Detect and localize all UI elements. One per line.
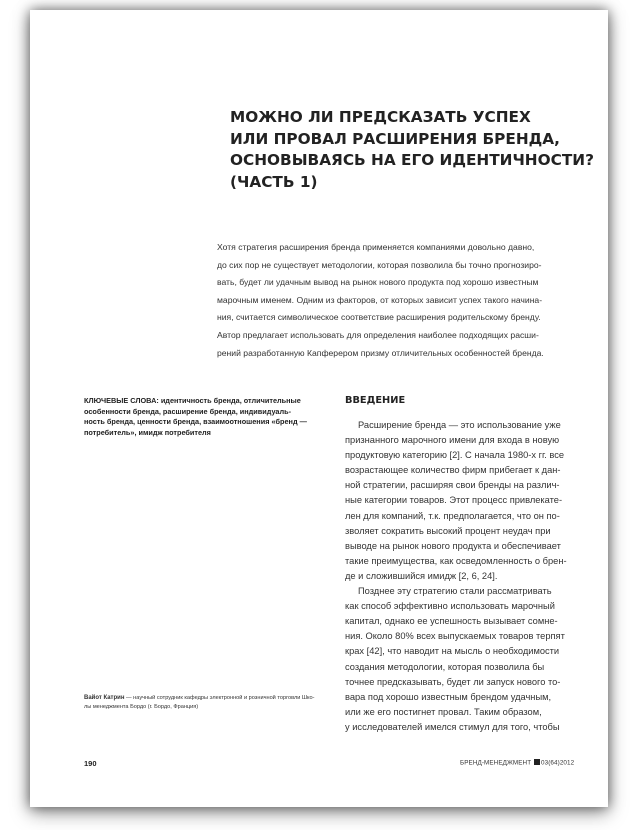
body-line: признанного марочного имени для входа в новую (345, 435, 560, 446)
journal-page (30, 10, 608, 807)
body-line: продуктовую категорию [2]. С начала 1980-х гг. все (345, 450, 565, 461)
journal-issue: 03(64)2012 (541, 759, 575, 767)
body-line: Позднее эту стратегию стали рассматривать (358, 586, 552, 597)
title-line: ИЛИ ПРОВАЛ РАСШИРЕНИЯ БРЕНДА, (230, 129, 560, 148)
body-line: точнее предсказывать, будет ли запуск нового то- (345, 676, 561, 687)
body-line: крах [42], что наводит на мысль о необходимости (345, 646, 560, 657)
body-line: де и сложившийся имидж [2, 6, 24]. (345, 570, 498, 581)
abstract-line: вать, будет ли удачным вывод на рынок нового продукта под хорошо известным (217, 277, 539, 288)
square-bullet-icon (534, 759, 540, 765)
body-line: зволяет сократить высокий процент неудач при (345, 525, 551, 536)
body-line: возрастающее количество фирм прибегает к дан- (345, 465, 561, 476)
keywords (84, 396, 334, 438)
body-line: капитал, однако ее успешность вызывает сомне- (345, 616, 558, 627)
body-line: у исследователей имелся стимул для того, чтобы (345, 721, 560, 732)
body-line: или же его постигнет провал. Таким образом, (345, 706, 542, 717)
author-desc: лы менеджмента Бордо (г. Бордо, Франция) (84, 704, 199, 710)
article-title (230, 107, 600, 193)
keywords-line: КЛЮЧЕВЫЕ СЛОВА: идентичность бренда, отличительные (84, 396, 301, 405)
author-desc: — научный сотрудник кафедры электронной и розничной торговли Шко- (126, 695, 315, 701)
abstract (217, 239, 588, 362)
abstract-line: рений разработанную Капферером призму отличительных особенностей бренда. (217, 347, 544, 358)
body-line: такие преимущества, как осведомленность о брен- (345, 555, 567, 566)
body-line: ния. Около 80% всех выпускаемых товаров терпят (345, 631, 565, 642)
author-note (84, 694, 344, 712)
body-line: Расширение бренда — это использование уже (358, 420, 561, 430)
body-line: лен для компаний, т.к. предполагается, что он по- (345, 510, 560, 521)
abstract-line: Хотя стратегия расширения бренда применяется компаниями довольно давно, (217, 242, 535, 252)
author-name: Вайот Катрин (84, 695, 125, 701)
journal-name: БРЕНД-МЕНЕДЖМЕНТ (460, 759, 532, 767)
section-title: ВВЕДЕНИЕ (345, 395, 406, 406)
journal-footer (460, 759, 574, 767)
body-line: ной стратегии, расширяя свои бренды на различ- (345, 480, 560, 491)
keywords-line: особенности бренда, расширение бренда, индивидуаль- (84, 406, 292, 416)
keywords-line: потребитель», имидж потребителя (84, 427, 211, 437)
page-number: 190 (84, 759, 97, 768)
abstract-line: марочным именем. Одним из факторов, от которых зависит успех такого начина- (217, 294, 543, 305)
body-line: создания методологии, которая позволила бы (345, 661, 545, 672)
keywords-line: ность бренда, ценности бренда, взаимоотношения «бренд — (84, 417, 307, 426)
body-line: выводе на рынок нового продукта и обеспечивает (345, 540, 561, 551)
abstract-line: ния, считается символическое соответствие расширения родительскому бренду. (217, 312, 541, 323)
title-line: (ЧАСТЬ 1) (230, 172, 318, 191)
title-line: МОЖНО ЛИ ПРЕДСКАЗАТЬ УСПЕХ (230, 108, 531, 126)
body-text (345, 418, 590, 735)
body-line: как способ эффективно использовать марочный (345, 601, 555, 612)
body-line: ные категории товаров. Этот процесс привлекате- (345, 495, 563, 506)
abstract-line: Автор предлагает использовать для определения наиболее подходящих расши- (217, 329, 539, 340)
title-line: ОСНОВЫВАЯСЬ НА ЕГО ИДЕНТИЧНОСТИ? (230, 151, 594, 169)
body-line: вара под хорошо известным брендом удачным, (345, 691, 552, 702)
abstract-line: до сих пор не существует методологии, которая позволила бы точно прогнозиро- (217, 259, 542, 270)
